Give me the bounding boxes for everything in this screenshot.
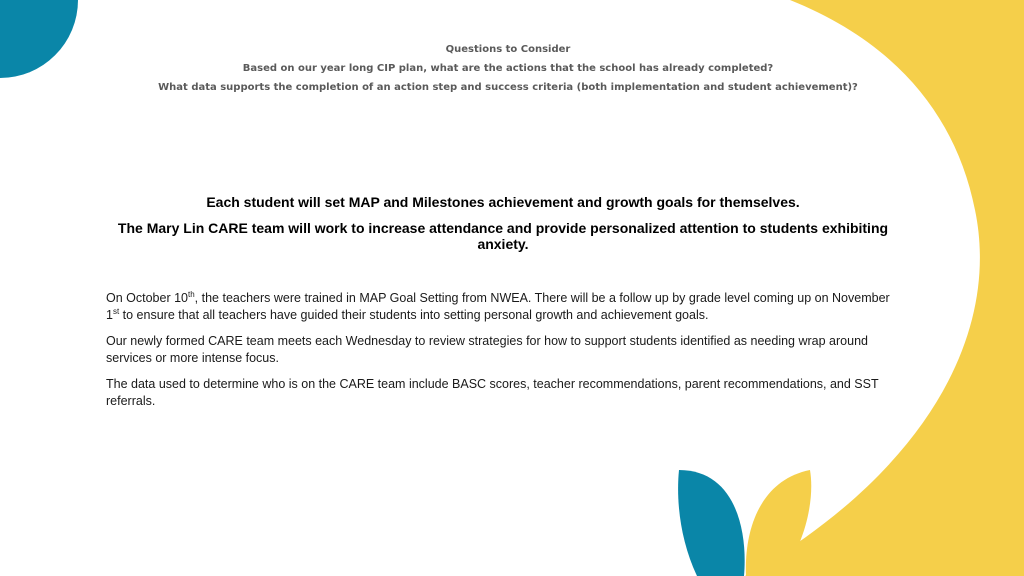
goals-block [110,194,896,262]
paragraph-care-data: The data used to determine who is on the CARE team include BASC scores, teacher recommendations, parent recommendations, and SST referrals. [106,377,879,408]
p1-part3: to ensure that all teachers have guided their students into setting personal growth and achievement goals. [119,308,709,322]
paragraph-care-team: Our newly formed CARE team meets each Wednesday to review strategies for how to support students identified as needing wrap around services or more intense focus. [106,334,868,365]
goal-2: The Mary Lin CARE team will work to increase attendance and provide personalized attention to students exhibiting anxiety. [117,220,889,252]
body-text-block [106,290,906,419]
p1-part1: On October 10 [106,291,188,305]
question-line-1: Based on our year long CIP plan, what are the actions that the school has already completed? [242,63,774,74]
question-line-2: What data supports the completion of an action step and success criteria (both implementation and student achievement)? [158,82,858,93]
p1-superscript-st: st [112,306,120,316]
questions-title: Questions to Consider [445,44,571,55]
paragraph-training [106,290,906,324]
p1-part2: , the teachers were trained in MAP Goal Setting from NWEA. There will be a follow up by grade level coming up on November 1 [106,291,890,322]
p1-superscript-th: th [188,289,195,299]
teal-leaf-shape [678,470,745,576]
goal-1: Each student will set MAP and Milestones achievement and growth goals for themselves. [206,194,800,210]
questions-block [100,44,916,101]
teal-corner-shape [0,0,78,78]
